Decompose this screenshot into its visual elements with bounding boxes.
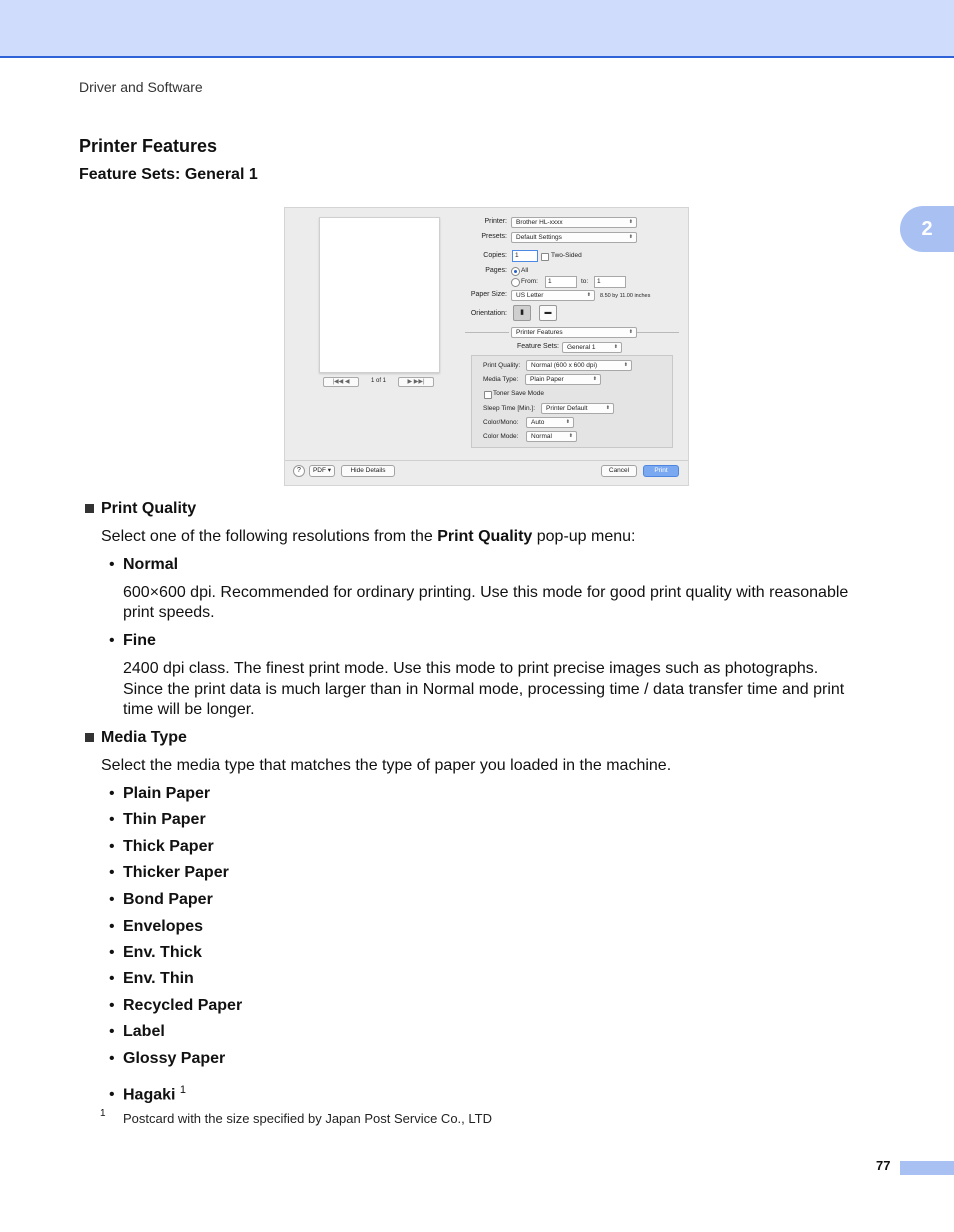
print-button[interactable]: Print — [643, 465, 679, 477]
two-sided-checkbox[interactable] — [541, 253, 549, 261]
preview-next-last-button[interactable]: ▶ ▶▶| — [398, 377, 434, 387]
landscape-orientation-icon[interactable]: ▬ — [539, 305, 557, 321]
pages-all-label: All — [521, 267, 529, 274]
sleep-time-select[interactable]: Printer Default ⬍ — [541, 403, 614, 414]
divider — [637, 332, 679, 333]
print-dialog-screenshot — [284, 207, 689, 486]
popup-arrows-icon: ⬍ — [605, 405, 610, 411]
paper-size-select[interactable]: US Letter ⬍ — [511, 290, 595, 301]
print-quality-select[interactable]: Normal (600 x 600 dpi) ⬍ — [526, 360, 632, 371]
print-quality-heading: Print Quality — [101, 500, 197, 517]
page-preview — [319, 217, 440, 373]
fine-description-line2: Since the print data is much larger than in Normal mode, processing time / data transfer time and print — [123, 681, 845, 698]
pages-all-radio[interactable] — [511, 267, 520, 276]
media-item: • Bond Paper — [109, 891, 213, 908]
header-band — [0, 0, 954, 58]
pages-from-input[interactable]: 1 — [545, 276, 577, 288]
portrait-orientation-icon[interactable]: ▮ — [513, 305, 531, 321]
paper-size-dimensions: 8.50 by 11.00 inches — [600, 293, 651, 299]
popup-arrows-icon: ⬍ — [628, 234, 633, 240]
cancel-button[interactable]: Cancel — [601, 465, 637, 477]
hide-details-button[interactable]: Hide Details — [341, 465, 395, 477]
color-mono-select[interactable]: Auto ⬍ — [526, 417, 574, 428]
preview-first-prev-button[interactable]: |◀◀ ◀ — [323, 377, 359, 387]
footnote-marker: 1 — [179, 1084, 187, 1096]
color-mode-label: Color Mode: — [483, 433, 519, 440]
page-title: Printer Features — [79, 136, 218, 156]
printer-label: Printer: — [484, 218, 507, 225]
paper-size-label: Paper Size: — [470, 291, 507, 298]
divider — [465, 332, 509, 333]
media-type-intro: Select the media type that matches the type of paper you loaded in the machine. — [101, 757, 672, 774]
presets-select[interactable]: Default Settings ⬍ — [511, 232, 637, 243]
section-bullet-square — [85, 733, 94, 742]
popup-arrows-icon: ⬍ — [613, 344, 618, 350]
media-item: • Glossy Paper — [109, 1050, 226, 1067]
print-quality-intro: Select one of the following resolutions from the Print Quality pop-up menu: — [101, 528, 636, 545]
color-mono-label: Color/Mono: — [483, 419, 519, 426]
media-type-heading: Media Type — [101, 729, 187, 746]
preview-page-count: 1 of 1 — [371, 378, 387, 384]
toner-save-checkbox[interactable] — [484, 391, 492, 399]
print-quality-label: Print Quality: — [483, 362, 521, 369]
media-item: • Envelopes — [109, 918, 204, 935]
page-subtitle: Feature Sets: General 1 — [79, 166, 258, 183]
printer-select[interactable]: Brother HL-xxxx ⬍ — [511, 217, 637, 228]
media-item: • Hagaki $^1$ — [109, 1084, 187, 1104]
media-item: • Recycled Paper — [109, 997, 243, 1014]
copies-label: Copies: — [483, 252, 507, 259]
media-type-label: Media Type: — [483, 376, 519, 383]
pages-from-radio[interactable] — [511, 278, 520, 287]
orientation-label: Orientation: — [470, 310, 507, 317]
help-button[interactable]: ? — [293, 465, 305, 477]
media-item: • Env. Thin — [109, 970, 194, 987]
chapter-tab: 2 — [900, 206, 954, 252]
popup-arrows-icon: ⬍ — [592, 376, 597, 382]
media-item: • Thicker Paper — [109, 864, 229, 881]
pdf-button[interactable]: PDF ▾ — [309, 465, 335, 477]
media-item: • Env. Thick — [109, 944, 202, 961]
media-item: • Plain Paper — [109, 785, 211, 802]
pages-to-label: to: — [581, 278, 589, 285]
fine-description-line1: 2400 dpi class. The finest print mode. Use this mode to print precise images such as photographs. — [123, 660, 819, 677]
two-sided-label: Two-Sided — [551, 252, 582, 259]
color-mode-select[interactable]: Normal ⬍ — [526, 431, 577, 442]
normal-description-line2: print speeds. — [123, 604, 215, 621]
toner-save-label: Toner Save Mode — [493, 390, 544, 397]
pages-label: Pages: — [485, 267, 507, 274]
popup-arrows-icon: ⬍ — [623, 362, 628, 368]
copies-input[interactable]: 1 — [512, 250, 538, 262]
sleep-time-label: Sleep Time [Min.]: — [483, 405, 536, 412]
media-type-select[interactable]: Plain Paper ⬍ — [525, 374, 601, 385]
bullet-normal: • Normal — [109, 556, 179, 573]
media-item: • Label — [109, 1023, 165, 1040]
popup-arrows-icon: ⬍ — [628, 329, 633, 335]
running-head: Driver and Software — [79, 79, 203, 95]
divider — [285, 460, 688, 461]
section-bullet-square — [85, 504, 94, 513]
fine-description-line3: time will be longer. — [123, 701, 255, 718]
popup-arrows-icon: ⬍ — [565, 419, 570, 425]
popup-arrows-icon: ⬍ — [586, 292, 591, 298]
bullet-fine: • Fine — [109, 632, 156, 649]
chevron-down-icon: ▾ — [327, 467, 332, 474]
page-number-bar — [900, 1161, 954, 1175]
pages-from-label: From: — [521, 278, 538, 285]
page-number: 77 — [876, 1158, 891, 1173]
popup-arrows-icon: ⬍ — [628, 219, 633, 225]
presets-label: Presets: — [481, 233, 507, 240]
popup-arrows-icon: ⬍ — [568, 433, 573, 439]
panel-select[interactable]: Printer Features ⬍ — [511, 327, 637, 338]
footnote-text: Postcard with the size specified by Japan Post Service Co., LTD — [123, 1111, 492, 1126]
footnote-number: 1 — [100, 1108, 106, 1119]
feature-sets-select[interactable]: General 1 ⬍ — [562, 342, 622, 353]
pages-to-input[interactable]: 1 — [594, 276, 626, 288]
media-item: • Thick Paper — [109, 838, 214, 855]
normal-description-line1: 600×600 dpi. Recommended for ordinary printing. Use this mode for good print quality with reasonable — [123, 584, 849, 601]
media-item: • Thin Paper — [109, 811, 206, 828]
feature-sets-label: Feature Sets: — [516, 343, 559, 350]
